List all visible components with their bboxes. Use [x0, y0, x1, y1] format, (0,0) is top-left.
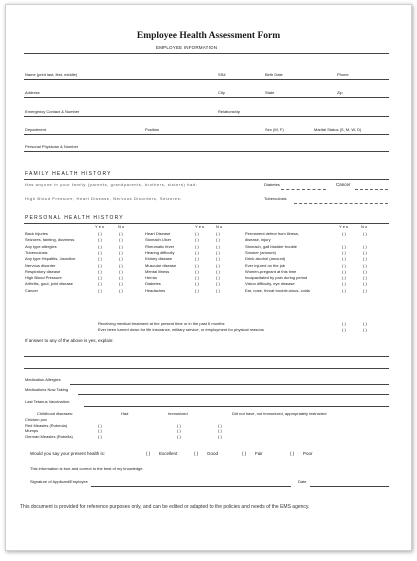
explain-line-1[interactable]	[24, 356, 389, 357]
condition-yes-box[interactable]: ( )	[195, 275, 199, 281]
insurance-no-box[interactable]: ( )	[363, 327, 367, 332]
condition-yes-box[interactable]: ( )	[342, 268, 346, 274]
condition-yes-box[interactable]: ( )	[195, 249, 199, 255]
diabetes-label: Diabetes	[264, 182, 280, 187]
ssn-label: SS#	[218, 72, 226, 77]
condition-label: Hearing difficulty	[145, 249, 175, 255]
condition-label: Heart Disease	[145, 231, 171, 236]
condition-no-box[interactable]: ( )	[363, 287, 367, 293]
condition-label: Back Injuries	[25, 231, 48, 236]
childhood-neither-box[interactable]: ( )	[218, 428, 222, 434]
explain-line-2[interactable]	[24, 368, 389, 369]
cancer-field[interactable]	[355, 189, 388, 190]
condition-label: Rheumatic fever	[145, 243, 175, 249]
excellent-box[interactable]: ( )	[146, 451, 151, 456]
condition-label: Mental illness	[145, 268, 170, 274]
condition-yes-box[interactable]: ( )	[342, 231, 346, 236]
excellent-label: Excellent	[159, 451, 178, 456]
condition-no-box[interactable]: ( )	[363, 268, 367, 274]
condition-label: High Blood Pressure	[25, 275, 62, 281]
condition-no-box[interactable]: ( )	[216, 287, 220, 293]
condition-no-box[interactable]: ( )	[119, 256, 123, 262]
family-history-line2: High Blood Pressure, Heart Disease, Nervous Disorders, Seizures:	[25, 196, 182, 201]
phone-label: Phone	[337, 72, 349, 77]
yes-header-3: Y e s	[339, 224, 349, 229]
treatment-question: Receiving medical treatment at the present time or in the past 6 months	[98, 321, 225, 326]
condition-no-box[interactable]: ( )	[216, 231, 220, 236]
childhood-immunized-box[interactable]: ( )	[177, 433, 181, 439]
condition-yes-box[interactable]: ( )	[98, 287, 102, 293]
childhood-disease-label: Chicken pox	[25, 417, 48, 422]
health-question: Would you say your present health is:	[30, 451, 105, 456]
condition-no-box[interactable]: ( )	[216, 249, 220, 255]
condition-label: Smoker (amount)	[245, 249, 276, 255]
sex-label: Sex (M, F)	[265, 127, 284, 132]
form-page	[5, 4, 412, 551]
good-box[interactable]: ( )	[194, 451, 199, 456]
footer-note: This document is provided for reference purposes only, and can be edited or adapted to the policies and needs of the EMS agency.	[20, 504, 310, 510]
condition-no-box[interactable]: ( )	[216, 262, 220, 268]
condition-no-box[interactable]: ( )	[216, 275, 220, 281]
condition-no-box[interactable]: ( )	[216, 281, 220, 287]
zip-label: Zip	[337, 90, 343, 95]
signature-field[interactable]	[91, 486, 291, 487]
condition-yes-box[interactable]: ( )	[98, 249, 102, 255]
condition-label: Headaches	[145, 287, 166, 293]
medication-allergies-field[interactable]	[70, 384, 389, 385]
condition-no-box[interactable]: ( )	[119, 262, 123, 268]
condition-yes-box[interactable]: ( )	[98, 243, 102, 249]
condition-label: Kidney disease	[145, 256, 173, 262]
condition-label: Diabetes	[145, 281, 161, 287]
row4-line[interactable]	[24, 134, 389, 135]
condition-yes-box[interactable]: ( )	[98, 262, 102, 268]
condition-label: Seizures, fainting, dizziness	[25, 237, 75, 243]
fair-box[interactable]: ( )	[242, 451, 247, 456]
childhood-had-box[interactable]: ( )	[98, 433, 102, 439]
address-label: Address	[25, 90, 40, 95]
condition-yes-box[interactable]: ( )	[195, 237, 199, 243]
condition-label: disease, injury	[245, 237, 271, 243]
condition-yes-box[interactable]: ( )	[98, 237, 102, 243]
certify-text: This information is true and correct to the best of my knowledge.	[30, 466, 144, 471]
condition-yes-box[interactable]: ( )	[195, 256, 199, 262]
childhood-immunized-box[interactable]: ( )	[177, 428, 181, 434]
condition-label: Cancer	[25, 287, 38, 293]
condition-no-box[interactable]: ( )	[363, 249, 367, 255]
condition-label: Ear, nose, throat trouble-sinus, colds	[245, 287, 310, 293]
cancer-label: Cancer	[336, 182, 351, 187]
condition-label: Incapacitated by pain during period	[245, 275, 308, 281]
condition-no-box[interactable]: ( )	[119, 249, 123, 255]
medications-field[interactable]	[78, 394, 389, 395]
tuberculosis-field[interactable]	[294, 203, 388, 204]
name-label: Name (print last, first, middle)	[25, 72, 78, 77]
medications-label: Medications Now Taking	[25, 387, 69, 392]
condition-no-box[interactable]: ( )	[363, 243, 367, 249]
tuberculosis-label: Tuberculosis	[264, 196, 287, 201]
immunized-header: Immunized	[168, 411, 188, 416]
childhood-neither-box[interactable]: ( )	[218, 433, 222, 439]
condition-label: Tuberculosis	[25, 249, 48, 255]
poor-label: Poor	[303, 451, 313, 456]
personal-history-heading: PERSONAL HEALTH HISTORY	[25, 215, 124, 221]
condition-yes-box[interactable]: ( )	[98, 275, 102, 281]
condition-yes-box[interactable]: ( )	[195, 243, 199, 249]
childhood-disease-label: Red Measles (Rubeola)	[25, 422, 68, 428]
insurance-yes-box[interactable]: ( )	[342, 327, 346, 332]
medication-allergies-label: Medication Allergies	[25, 377, 61, 382]
date-field[interactable]	[310, 486, 389, 487]
good-label: Good	[207, 451, 219, 456]
department-label: Department	[25, 127, 46, 132]
yes-header-2: Y e s	[195, 224, 205, 229]
condition-no-box[interactable]: ( )	[216, 237, 220, 243]
condition-yes-box[interactable]: ( )	[342, 256, 346, 262]
row1-line[interactable]	[24, 79, 389, 80]
condition-yes-box[interactable]: ( )	[342, 281, 346, 287]
condition-yes-box[interactable]: ( )	[98, 281, 102, 287]
condition-yes-box[interactable]: ( )	[98, 231, 102, 236]
condition-label: Stomach Ulcer	[145, 237, 172, 243]
condition-label: Hernia	[145, 275, 157, 281]
condition-label: Nervous disorder	[25, 262, 56, 268]
childhood-had-box[interactable]: ( )	[98, 428, 102, 434]
condition-yes-box[interactable]: ( )	[195, 262, 199, 268]
poor-box[interactable]: ( )	[290, 451, 295, 456]
condition-yes-box[interactable]: ( )	[342, 275, 346, 281]
condition-no-box[interactable]: ( )	[363, 275, 367, 281]
condition-no-box[interactable]: ( )	[363, 256, 367, 262]
condition-yes-box[interactable]: ( )	[98, 268, 102, 274]
tetanus-label: Last Tetanus Vaccination:	[25, 399, 71, 404]
signature-label: Signature of Applicant/Employee	[30, 479, 88, 484]
row3-line[interactable]	[24, 116, 389, 117]
city-label: City	[218, 90, 225, 95]
condition-yes-box[interactable]: ( )	[195, 281, 199, 287]
childhood-disease-label: Mumps	[25, 428, 39, 434]
explain-label: If answer to any of the above is yes, explain:	[25, 338, 114, 343]
birth-date-label: Birth Date	[265, 72, 283, 77]
position-label: Position	[145, 127, 160, 132]
neither-header: Did not have, not immunized, appropriately instructed	[232, 411, 327, 416]
condition-label: Women-pregnant at this time	[245, 268, 297, 274]
treatment-no-box[interactable]: ( )	[363, 321, 367, 326]
emergency-contact-label: Emergency Contact & Number	[25, 109, 80, 114]
condition-no-box[interactable]: ( )	[119, 275, 123, 281]
condition-label: Stomach, gall bladder trouble	[245, 243, 298, 249]
condition-yes-box[interactable]: ( )	[195, 287, 199, 293]
condition-label: Any type allergies	[25, 243, 57, 249]
insurance-question: Ever been turned down for life insurance, military service, or employment for physical reasons	[98, 327, 264, 332]
condition-label: Arthritis, gout, joint disease	[25, 281, 74, 287]
condition-no-box[interactable]: ( )	[216, 256, 220, 262]
childhood-neither-box[interactable]: ( )	[218, 422, 222, 428]
condition-no-box[interactable]: ( )	[119, 231, 123, 236]
condition-no-box[interactable]: ( )	[119, 268, 123, 274]
condition-yes-box[interactable]: ( )	[342, 287, 346, 293]
date-label: Date	[298, 479, 307, 484]
condition-label: Vision difficulty, eye disease	[245, 281, 295, 287]
childhood-disease-label: German Measles (Rubella)	[25, 433, 73, 439]
condition-no-box[interactable]: ( )	[119, 243, 123, 249]
diabetes-field[interactable]	[281, 189, 326, 190]
condition-label: Ever injured on the job	[245, 262, 286, 268]
condition-yes-box[interactable]: ( )	[342, 249, 346, 255]
condition-label: Any type Hepatitis, Jaundice	[25, 256, 76, 262]
fair-label: Fair	[255, 451, 263, 456]
relationship-label: Relationship	[218, 109, 241, 114]
marital-status-label: Marital Status (S, M, W, D)	[314, 127, 362, 132]
condition-label: Permanent defect from illness,	[245, 231, 300, 236]
treatment-yes-box[interactable]: ( )	[342, 321, 346, 326]
no-header-1: N o	[118, 224, 125, 229]
no-header-3: N o	[361, 224, 368, 229]
condition-label: Muscular disease	[145, 262, 177, 268]
condition-no-box[interactable]: ( )	[119, 237, 123, 243]
condition-label: Respiratory disease	[25, 268, 61, 274]
row5-line[interactable]	[24, 151, 389, 152]
condition-yes-box[interactable]: ( )	[195, 268, 199, 274]
condition-no-box[interactable]: ( )	[363, 262, 367, 268]
yes-header-1: Y e s	[95, 224, 105, 229]
state-label: State	[265, 90, 275, 95]
childhood-heading: Childhood diseases:	[37, 411, 74, 416]
family-history-heading: FAMILY HEALTH HISTORY	[25, 171, 112, 177]
condition-yes-box[interactable]: ( )	[342, 262, 346, 268]
condition-yes-box[interactable]: ( )	[195, 231, 199, 236]
form-title: Employee Health Assessment Form	[136, 31, 281, 41]
had-header: Had	[121, 411, 129, 416]
row2-line[interactable]	[24, 97, 389, 98]
childhood-had-box[interactable]: ( )	[98, 422, 102, 428]
condition-no-box[interactable]: ( )	[216, 243, 220, 249]
childhood-immunized-box[interactable]: ( )	[177, 422, 181, 428]
no-header-2: N o	[216, 224, 223, 229]
family-history-line1: Has anyone in your family (parents, grandparents, brothers, sisters) had:	[25, 182, 198, 187]
tetanus-field[interactable]	[84, 406, 389, 407]
condition-no-box[interactable]: ( )	[216, 268, 220, 274]
condition-no-box[interactable]: ( )	[119, 287, 123, 293]
condition-label: Drink alcohol (amount)	[245, 256, 286, 262]
employee-info-heading: EMPLOYEE INFORMATION	[156, 45, 218, 50]
condition-no-box[interactable]: ( )	[363, 231, 367, 236]
condition-yes-box[interactable]: ( )	[342, 243, 346, 249]
condition-no-box[interactable]: ( )	[363, 281, 367, 287]
physician-label: Personal Physician & Number	[25, 144, 79, 149]
condition-yes-box[interactable]: ( )	[98, 256, 102, 262]
condition-no-box[interactable]: ( )	[119, 281, 123, 287]
